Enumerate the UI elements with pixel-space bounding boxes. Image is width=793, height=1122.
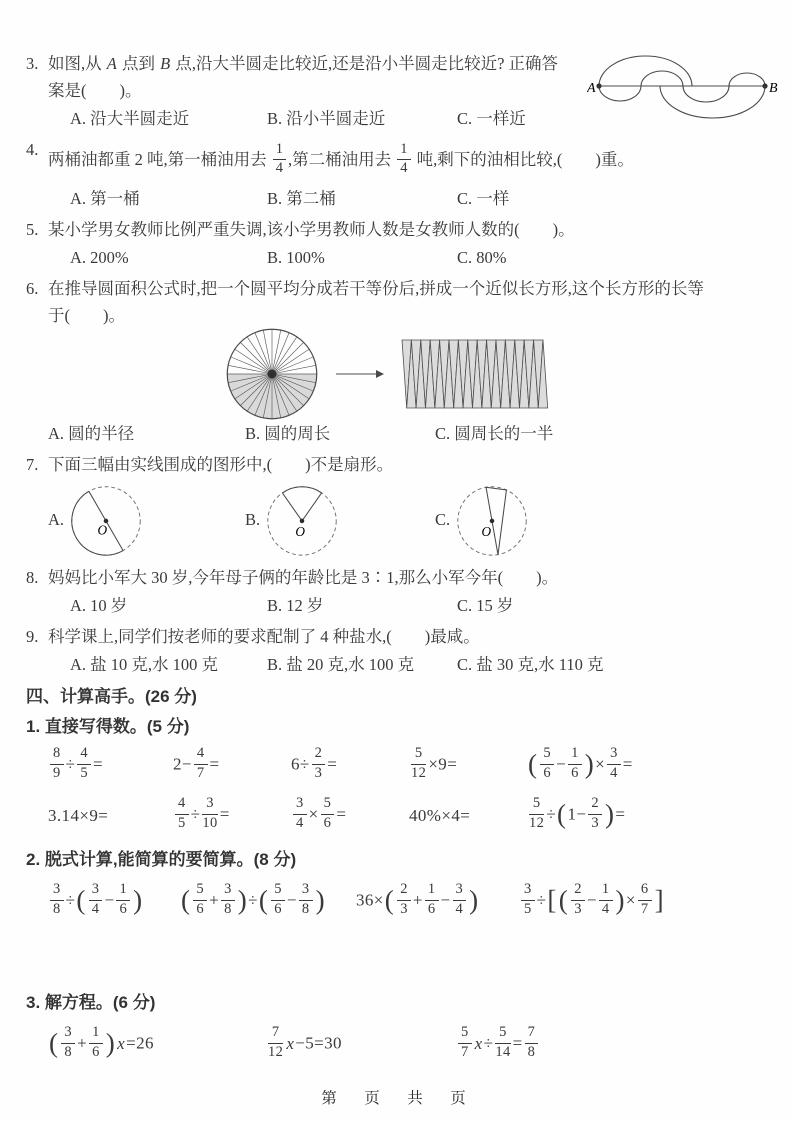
center-o-label: O (295, 524, 306, 540)
option-b: B. 第二桶 (267, 189, 336, 208)
question-7-number: 7. (26, 455, 39, 474)
figure-b-label: B. (245, 510, 261, 529)
question-9-number: 9. (26, 627, 39, 646)
circle-to-rectangle-figure (26, 331, 779, 417)
question-7-text: 下面三幅由实线围成的图形中,( )不是扇形。 (48, 455, 394, 474)
option-c: C. 圆周长的一半 (435, 424, 554, 443)
calc1-row2 (26, 791, 779, 841)
option-b: B. 沿小半圆走近 (267, 109, 386, 128)
calc-expression: ( $\frac{5}{6}$ − $\frac{1}{6}$ )× $\frac{3}{4}$ = (528, 745, 633, 781)
question-8-options (48, 591, 779, 620)
option-b: B. 100% (267, 248, 325, 267)
option-b: B. 盐 20 克,水 100 克 (267, 655, 415, 674)
question-8 (26, 564, 779, 620)
calc-expression: 36×( $\frac{2}{3}$ + $\frac{1}{6}$ − $\frac{3}{4}$ ) (356, 881, 479, 917)
question-3 (26, 50, 779, 133)
sector-figure (264, 482, 340, 558)
figure-c-label: C. (435, 510, 451, 529)
question-5-text: 某小学男女教师比例严重失调,该小学男教师人数是女教师人数的( )。 (48, 220, 575, 239)
equation: $\frac{5}{7}$ x÷ $\frac{5}{14}$ = $\frac{7}{8}$ (456, 1027, 779, 1062)
option-a: A. 沿大半圆走近 (70, 109, 190, 128)
calc2-title: 2. 脱式计算,能简算的要简算。(8 分) (26, 850, 297, 869)
equation: $\frac{7}{12}$ x−5=30 (268, 1024, 342, 1060)
option-a: A. 盐 10 克,水 100 克 (70, 655, 219, 674)
figure-c (435, 480, 779, 560)
question-4-number: 4. (26, 140, 39, 159)
question-7 (26, 451, 779, 478)
question-6 (26, 275, 779, 329)
page-footer: 第 页 共 页 (321, 1090, 472, 1107)
option-a: A. 圆的半径 (48, 424, 135, 443)
question-6-text-line2: 于( )。 (48, 306, 125, 325)
question-3-text-line2: 案是( )。 (48, 81, 142, 100)
question-5-options (48, 243, 779, 272)
calc-expression: $\frac{3}{4}$ × $\frac{5}{6}$ = (291, 798, 409, 833)
figure-a-label: A. (48, 510, 65, 529)
calc-expression: $\frac{5}{12}$ ÷(1− $\frac{2}{3}$ )= (529, 795, 626, 831)
calc-expression: $\frac{8}{9}$ ÷ $\frac{4}{5}$ = (48, 748, 173, 783)
question-6-number: 6. (26, 279, 39, 298)
semicircle-path-figure (587, 46, 779, 124)
question-9-text: 科学课上,同学们按老师的要求配制了 4 种盐水,( )最咸。 (48, 627, 480, 646)
calc3-row (26, 1017, 779, 1073)
big-semicircle-curve (599, 56, 692, 86)
calc-expression: $\frac{3}{5}$ ÷[( $\frac{2}{3}$ − $\frac{1}{4}$ )× $\frac{6}{7}$ ] (519, 884, 779, 919)
option-a: A. 10 岁 (70, 596, 128, 615)
question-6-options (26, 419, 779, 448)
point-b-label: B (769, 81, 778, 96)
calc3-title: 3. 解方程。(6 分) (26, 993, 156, 1012)
option-a: A. 第一桶 (70, 189, 140, 208)
calc1-title: 1. 直接写得数。(5 分) (26, 717, 190, 736)
calc-expression: $\frac{4}{5}$ ÷ $\frac{3}{10}$ = (173, 798, 291, 833)
center-o-label: O (97, 522, 108, 538)
assembled-rectangle-figure (400, 334, 552, 414)
question-5 (26, 216, 779, 272)
calc-expression: 6÷ $\frac{2}{3}$ = (291, 745, 338, 781)
option-a: A. 200% (70, 248, 129, 267)
question-4-text: 两桶油都重 2 吨,第一桶油用去 $\frac{1}{4}$ ,第二桶油用去 $\frac{1}{4}$ 吨,剩下的油相比较,( )重。 (48, 140, 634, 177)
question-4-options (48, 184, 779, 213)
question-8-text: 妈妈比小军大 30 岁,今年母子俩的年龄比是 3∶1,那么小军今年( )。 (48, 568, 559, 587)
calc2-row (26, 874, 779, 930)
triangle-figure (454, 482, 530, 558)
calc1-row1 (26, 741, 779, 791)
option-b: B. 12 岁 (267, 596, 324, 615)
question-4 (26, 136, 779, 213)
arrow-icon (336, 368, 384, 380)
calc-expression: $\frac{3}{8}$ ÷( $\frac{3}{4}$ − $\frac{1}{6}$ ) (48, 884, 180, 919)
question-9-options (48, 650, 779, 679)
option-c: C. 盐 30 克,水 110 克 (457, 655, 604, 674)
work-space (26, 930, 779, 988)
semicircle-figure (68, 482, 144, 558)
point-a-label: A (587, 81, 596, 96)
calc-expression: 2− $\frac{4}{7}$ = (173, 745, 220, 781)
equation: ( $\frac{3}{8}$ + $\frac{1}{6}$ ) x=26 (49, 1024, 154, 1060)
calc-expression: $\frac{5}{12}$ ×9= (411, 745, 458, 781)
section-4-title: 四、计算高手。(26 分) (26, 687, 197, 706)
option-b: B. 圆的周长 (245, 424, 331, 443)
option-c: C. 一样近 (457, 109, 526, 128)
question-7-figures (26, 480, 779, 560)
option-c: C. 80% (457, 248, 507, 267)
big-semicircle-curve2 (660, 86, 765, 118)
question-6-text-line1: 在推导圆面积公式时,把一个圆平均分成若干等份后,拼成一个近似长方形,这个长方形的长等 (48, 279, 704, 298)
figure-a (48, 480, 245, 560)
calc-expression: 40%×4= (409, 806, 471, 825)
center-o-label: O (481, 524, 492, 540)
divided-circle-figure (224, 326, 320, 422)
question-3-text-line1: 如图,从 A 点到 B 点,沿大半圆走比较近,还是沿小半圆走比较近? 正确答 (48, 54, 559, 73)
option-c: C. 15 岁 (457, 596, 514, 615)
figure-b (245, 480, 435, 560)
question-8-number: 8. (26, 568, 39, 587)
question-5-number: 5. (26, 220, 39, 239)
calc-expression: ( $\frac{5}{6}$ + $\frac{3}{8}$ )÷( $\frac{5}{6}$ − $\frac{3}{8}$ ) (181, 881, 325, 917)
question-9 (26, 623, 779, 679)
option-c: C. 一样 (457, 189, 510, 208)
calc-expression: 3.14×9= (48, 806, 109, 825)
question-3-number: 3. (26, 54, 39, 73)
